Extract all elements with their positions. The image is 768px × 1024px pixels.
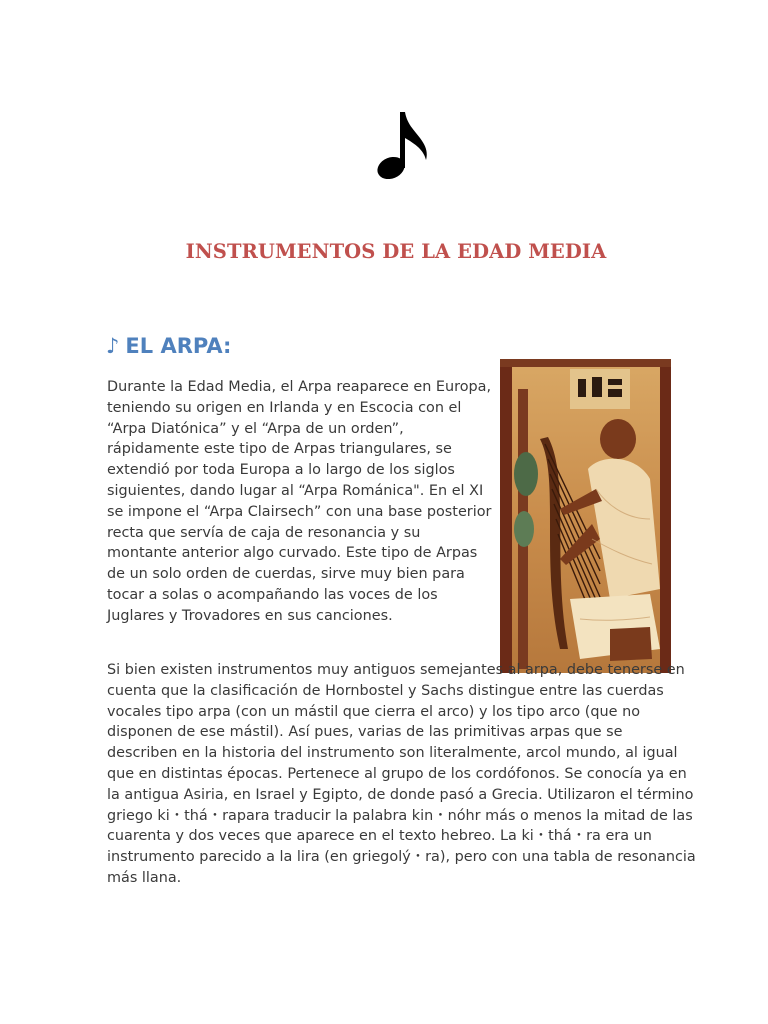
music-bullet-icon: ♪ bbox=[106, 334, 120, 358]
document-title: INSTRUMENTOS DE LA EDAD MEDIA bbox=[185, 240, 607, 263]
paragraph-harp-origin: Durante la Edad Media, el Arpa reaparece en Europa, teniendo su origen en Irlanda y en Escocia con el “Arpa Diatónica” y el “Arpa de un orden”, rápidamente este tipo de Arpas triangulares, se extendió por toda Europa a lo largo de los siglos siguientes, dando lugar al “Arpa Románica". En el XI se impone el “Arpa Clairsech” con una base posterior recta que servía de caja de resonancia y su montante anterior algo curvado. Este tipo de Arpas de un solo orden de cuerdas, sirve muy bien para tocar a solas o acompañando las voces de los Juglares y Trovadores en sus canciones. bbox=[107, 379, 492, 624]
section-heading bbox=[106, 334, 231, 358]
eighth-note-icon bbox=[376, 108, 432, 188]
section-heading-text: EL ARPA: bbox=[125, 334, 232, 358]
paragraph-harp-history: Si bien existen instrumentos muy antiguos semejantes al arpa, debe tenerse en cuenta que la clasificación de Hornbostel y Sachs distingue entre las cuerdas vocales tipo arpa (con un mástil que cierra el arco) y los tipo arco (que no disponen de ese mástil). Así pues, varias de las primitivas arpas que se describen en la historia del instrumento son literalmente, arcol mundo, al igual que en distintas épocas. Pertenece al grupo de los cordófonos. Se conocía ya en la antigua Asiria, en Israel y Egipto, de donde pasó a Grecia. Utilizaron el término griego ki・thá・rapara traducir la palabra kin・nóhr más o menos la mitad de las cuarenta y dos veces que aparece en el texto hebreo. La ki・thá・ra era un instrumento parecido a la lira (en griegolý・ra), pero con una tabla de resonancia más llana. bbox=[107, 662, 696, 886]
harpist-illustration bbox=[500, 359, 671, 673]
